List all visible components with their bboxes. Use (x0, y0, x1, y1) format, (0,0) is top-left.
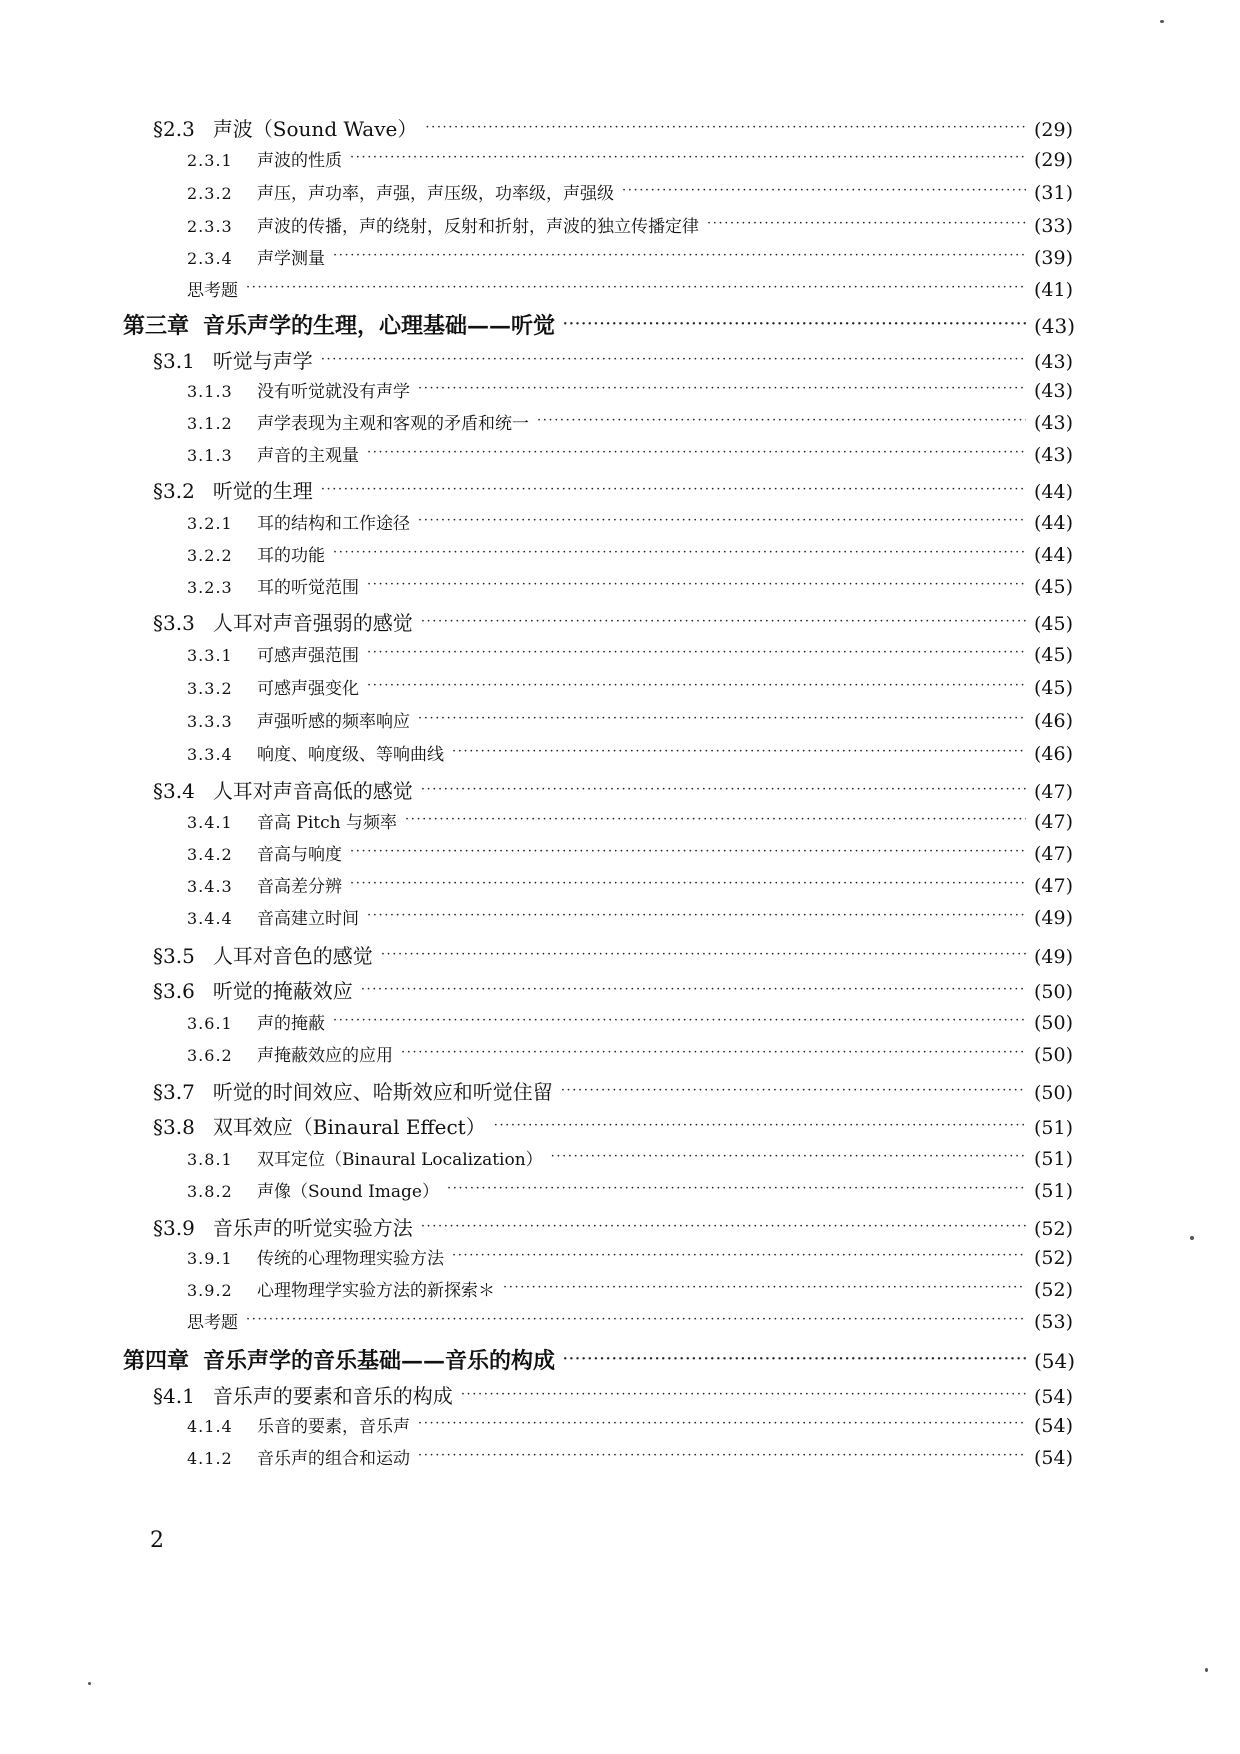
toc-entry-number: §3.2 (153, 479, 195, 503)
toc-entry-label (187, 707, 410, 732)
toc-entry-title: 人耳对声音强弱的感觉 (212, 611, 413, 635)
toc-entry-label (123, 1344, 555, 1375)
toc-entry-label (153, 1076, 553, 1105)
toc-entry-sub (0, 641, 1240, 666)
toc-entry-label (187, 1244, 444, 1269)
toc-entry-title: 音乐声学的生理，心理基础——听觉 (203, 313, 556, 339)
dot-leader (503, 1280, 1026, 1296)
toc-entry-title: 可感声强范围 (257, 646, 359, 666)
toc-entry-number: §3.9 (153, 1216, 195, 1240)
toc-entry-label (187, 244, 325, 269)
toc-entry-number: §3.5 (153, 944, 195, 968)
toc-entry-label (123, 309, 555, 340)
toc-entry-label (187, 641, 359, 666)
toc-entry-label (187, 179, 614, 204)
toc-entry-label (187, 840, 342, 865)
toc-entry-title: 耳的功能 (257, 546, 325, 566)
toc-entry-page: (51) (1034, 1180, 1074, 1202)
dot-leader (622, 183, 1026, 199)
toc-entry-page: (47) (1034, 875, 1074, 897)
toc-entry-label (187, 1444, 410, 1469)
toc-entry-title: 声学表现为主观和客观的矛盾和统一 (257, 414, 529, 434)
toc-entry-section (0, 1111, 1240, 1140)
toc-entry-title: 声波（Sound Wave） (212, 117, 418, 141)
dot-leader (246, 1311, 1026, 1328)
toc-entry-number: 第三章 (123, 313, 190, 339)
toc-entry-page: (41) (1034, 279, 1074, 301)
toc-entry-sub (0, 377, 1240, 402)
toc-entry-sub (0, 244, 1240, 269)
toc-entry-number: 3.4.1 (187, 813, 233, 832)
toc-entry-label (153, 940, 373, 969)
dot-leader (418, 381, 1026, 397)
dot-leader (401, 1045, 1026, 1061)
toc-entry-sub (0, 1244, 1240, 1269)
dot-leader (321, 348, 1026, 368)
toc-entry-title: 双耳效应（Binaural Effect） (212, 1115, 486, 1139)
toc-entry-label (187, 808, 397, 833)
toc-entry-label (187, 146, 342, 171)
scan-speck (1160, 20, 1164, 23)
toc-entry-page: (45) (1034, 677, 1074, 699)
toc-entry-label (153, 475, 313, 504)
scan-speck (1205, 1668, 1208, 1672)
toc-entry-title: 耳的结构和工作途径 (257, 514, 410, 534)
toc-entry-title: 音高建立时间 (257, 909, 359, 929)
dot-leader (333, 545, 1026, 561)
toc-entry-page: (54) (1034, 1447, 1074, 1469)
toc-entry-label (187, 276, 238, 301)
dot-leader (350, 844, 1026, 860)
toc-entry-title: 人耳对声音高低的感觉 (212, 779, 413, 803)
dot-leader (537, 413, 1026, 429)
toc-entry-number: 3.9.2 (187, 1281, 233, 1300)
toc-entry-label (153, 345, 313, 374)
toc-entry-number: 3.2.1 (187, 514, 233, 533)
toc-entry-label (153, 1111, 486, 1140)
toc-entry-section (0, 113, 1240, 142)
toc-entry-label (187, 1276, 495, 1301)
toc-entry-number: 2.3.4 (187, 249, 233, 268)
dot-leader (350, 876, 1026, 892)
toc-entry-number: §3.7 (153, 1080, 195, 1104)
toc-entry-page: (47) (1034, 781, 1074, 803)
toc-entry-number: 3.3.3 (187, 712, 233, 731)
dot-leader (461, 1383, 1026, 1403)
dot-leader (563, 311, 1026, 333)
toc-entry-number: 3.9.1 (187, 1249, 233, 1268)
toc-entry-label (153, 113, 417, 142)
toc-entry-title: 声波的性质 (257, 151, 342, 171)
toc-entry-page: (33) (1034, 215, 1074, 237)
dot-leader (452, 744, 1026, 760)
toc-entry-label (187, 1308, 238, 1333)
dot-leader (367, 577, 1026, 593)
toc-entry-label (153, 775, 413, 804)
dot-leader (381, 943, 1026, 963)
toc-entry-section (0, 607, 1240, 636)
toc-entry-number: 3.8.1 (187, 1150, 233, 1169)
dot-leader (333, 248, 1026, 264)
toc-entry-sub (0, 212, 1240, 237)
dot-leader (418, 1448, 1026, 1464)
toc-entry-label (153, 1212, 413, 1241)
toc-entry-section (0, 940, 1240, 969)
dot-leader (421, 610, 1026, 630)
toc-entry-title: 音乐声的听觉实验方法 (212, 1216, 413, 1240)
toc-entry-number: §3.1 (153, 349, 195, 373)
toc-entry-page: (39) (1034, 247, 1074, 269)
dot-leader (707, 216, 1026, 232)
toc-entry-page: (54) (1034, 1415, 1074, 1437)
toc-entry-title: 声掩蔽效应的应用 (257, 1046, 393, 1066)
toc-entry-title: 音高 Pitch 与频率 (257, 813, 397, 833)
toc-entry-section (0, 1380, 1240, 1409)
toc-entry-label (187, 441, 359, 466)
toc-entry-number: 3.3.4 (187, 745, 233, 764)
dot-leader (367, 908, 1026, 924)
toc-entry-page: (49) (1034, 946, 1074, 968)
toc-entry-title: 乐音的要素，音乐声 (257, 1417, 410, 1437)
toc-entry-number: §2.3 (153, 117, 195, 141)
scan-speck (1190, 1236, 1194, 1240)
toc-entry-page: (50) (1034, 1044, 1074, 1066)
toc-entry-number: 3.3.2 (187, 679, 233, 698)
toc-entry-number: 第四章 (123, 1348, 190, 1374)
toc-entry-label (187, 872, 342, 897)
toc-entry-section (0, 475, 1240, 504)
toc-entry-title: 思考题 (187, 281, 238, 301)
toc-entry-sub (0, 707, 1240, 732)
toc-entry-title: 可感声强变化 (257, 679, 359, 699)
toc-entry-section (0, 1212, 1240, 1241)
dot-leader (447, 1181, 1026, 1197)
toc-entry-title: 音高与响度 (257, 845, 342, 865)
toc-entry-page: (31) (1034, 182, 1074, 204)
toc-entry-section (0, 775, 1240, 804)
toc-entry-sub (0, 674, 1240, 699)
toc-entry-page: (45) (1034, 613, 1074, 635)
toc-entry-label (187, 409, 529, 434)
toc-entry-page: (43) (1034, 314, 1076, 338)
toc-entry-title: 听觉的时间效应、哈斯效应和听觉住留 (212, 1080, 553, 1104)
dot-leader (425, 116, 1026, 136)
toc-entry-title: 声波的传播，声的绕射，反射和折射，声波的独立传播定律 (257, 217, 699, 237)
toc-entry-title: 听觉与声学 (212, 349, 313, 373)
toc-entry-sub (0, 808, 1240, 833)
page-number: 2 (150, 1528, 164, 1553)
toc-entry-sub (0, 573, 1240, 598)
toc-entry-title: 传统的心理物理实验方法 (257, 1249, 444, 1269)
toc-entry-page: (51) (1034, 1148, 1074, 1170)
toc-entry-sub (0, 1412, 1240, 1437)
toc-entry-page: (43) (1034, 351, 1074, 373)
dot-leader (333, 1013, 1026, 1029)
toc-entry-number: 3.4.2 (187, 845, 233, 864)
toc-entry-page: (52) (1034, 1218, 1074, 1240)
toc-entry-page: (53) (1034, 1311, 1074, 1333)
toc-entry-title: 心理物理学实验方法的新探索＊ (257, 1281, 495, 1301)
dot-leader (561, 1079, 1026, 1099)
toc-entry-label (187, 1412, 410, 1437)
dot-leader (418, 513, 1026, 529)
toc-entry-sub (0, 1145, 1240, 1170)
toc-entry-title: 声强听感的频率响应 (257, 712, 410, 732)
toc-entry-chapter (0, 1344, 1240, 1375)
toc-entry-label (187, 541, 325, 566)
toc-entry-page: (54) (1034, 1386, 1074, 1408)
toc-entry-label (153, 975, 353, 1004)
toc-entry-label (187, 1145, 543, 1170)
toc-entry-page: (29) (1034, 119, 1074, 141)
toc-entry-label (187, 674, 359, 699)
toc-entry-page: (43) (1034, 444, 1074, 466)
toc-entry-label (187, 1177, 439, 1202)
toc-entry-sub (0, 509, 1240, 534)
toc-entry-page: (46) (1034, 743, 1074, 765)
toc-entry-number: §4.1 (153, 1384, 195, 1408)
toc-entry-title: 听觉的掩蔽效应 (212, 979, 353, 1003)
toc-entry-page: (46) (1034, 710, 1074, 732)
toc-entry-page: (50) (1034, 981, 1074, 1003)
dot-leader (421, 1215, 1026, 1235)
toc-entry-title: 音乐声的要素和音乐的构成 (212, 1384, 453, 1408)
dot-leader (418, 711, 1026, 727)
toc-entry-sub (0, 441, 1240, 466)
toc-entry-sub (0, 541, 1240, 566)
toc-entry-label (187, 1041, 393, 1066)
toc-entry-title: 思考题 (187, 1313, 238, 1333)
dot-leader (418, 1416, 1026, 1432)
toc-entry-number: 3.6.1 (187, 1014, 233, 1033)
toc-entry-title: 人耳对音色的感觉 (212, 944, 373, 968)
toc-entry-title: 声学测量 (257, 249, 325, 269)
toc-entry-number: §3.6 (153, 979, 195, 1003)
toc-entry-sub (0, 840, 1240, 865)
toc-entry-page: (44) (1034, 481, 1074, 503)
toc-entry-title: 耳的听觉范围 (257, 578, 359, 598)
toc-entry-number: 3.4.4 (187, 909, 233, 928)
toc-entry-page: (52) (1034, 1279, 1074, 1301)
toc-entry-sub (0, 1009, 1240, 1034)
toc-entry-sub (0, 1177, 1240, 1202)
toc-entry-title: 响度、响度级、等响曲线 (257, 745, 444, 765)
dot-leader (367, 678, 1026, 694)
toc-entry-page: (43) (1034, 380, 1074, 402)
toc-entry-number: 2.3.2 (187, 184, 233, 203)
toc-entry-label (187, 509, 410, 534)
toc-entry-sub (0, 904, 1240, 929)
toc-entry-title: 声压，声功率，声强，声压级，功率级，声强级 (257, 184, 614, 204)
toc-entry-title: 没有听觉就没有声学 (257, 382, 410, 402)
dot-leader (246, 279, 1026, 296)
toc-entry-page: (51) (1034, 1117, 1074, 1139)
toc-entry-page: (45) (1034, 576, 1074, 598)
toc-entry-number: §3.8 (153, 1115, 195, 1139)
toc-entry-number: 3.4.3 (187, 877, 233, 896)
toc-entry-title: 音乐声的组合和运动 (257, 1449, 410, 1469)
toc-entry-label (187, 740, 444, 765)
dot-leader (321, 478, 1026, 498)
toc-entry-label (153, 1380, 453, 1409)
toc-entry-page: (44) (1034, 512, 1074, 534)
toc-entry-number: 3.3.1 (187, 646, 233, 665)
toc-entry-page: (47) (1034, 843, 1074, 865)
toc-entry-number: 2.3.3 (187, 217, 233, 236)
toc-entry-page: (50) (1034, 1082, 1074, 1104)
toc-entry-sub (0, 179, 1240, 204)
toc-entry-page: (47) (1034, 811, 1074, 833)
toc-entry-number: 3.2.2 (187, 546, 233, 565)
toc-entry-label (187, 377, 410, 402)
toc-entry-sub (0, 1041, 1240, 1066)
toc-entry-sub (0, 409, 1240, 434)
toc-entry-label (153, 607, 413, 636)
toc-entry-number: §3.3 (153, 611, 195, 635)
toc-entry-question (0, 276, 1240, 301)
toc-entry-title: 听觉的生理 (212, 479, 313, 503)
scan-speck (88, 1682, 91, 1685)
toc-entry-title: 声的掩蔽 (257, 1014, 325, 1034)
toc-entry-number: 3.2.3 (187, 578, 233, 597)
toc-entry-question (0, 1308, 1240, 1333)
toc-entry-page: (29) (1034, 149, 1074, 171)
toc-entry-sub (0, 146, 1240, 171)
toc-entry-page: (54) (1034, 1349, 1076, 1373)
toc-entry-title: 音乐声学的音乐基础——音乐的构成 (203, 1348, 556, 1374)
toc-entry-title: 声像（Sound Image） (257, 1182, 439, 1202)
toc-entry-sub (0, 872, 1240, 897)
toc-entry-section (0, 1076, 1240, 1105)
dot-leader (367, 645, 1026, 661)
toc-entry-label (187, 212, 699, 237)
toc-entry-section (0, 345, 1240, 374)
toc-entry-page: (49) (1034, 907, 1074, 929)
dot-leader (350, 150, 1026, 166)
toc-entry-page: (44) (1034, 544, 1074, 566)
toc-entry-label (187, 573, 359, 598)
toc-entry-number: 4.1.2 (187, 1449, 233, 1468)
toc-entry-section (0, 975, 1240, 1004)
toc-entry-number: 3.6.2 (187, 1046, 233, 1065)
dot-leader (405, 812, 1026, 828)
toc-entry-sub (0, 1276, 1240, 1301)
toc-entry-page: (50) (1034, 1012, 1074, 1034)
toc-entry-page: (45) (1034, 644, 1074, 666)
toc-entry-label (187, 1009, 325, 1034)
toc-entry-number: §3.4 (153, 779, 195, 803)
toc-entry-number: 3.1.2 (187, 414, 233, 433)
dot-leader (452, 1248, 1026, 1264)
toc-entry-label (187, 904, 359, 929)
toc-entry-sub (0, 740, 1240, 765)
dot-leader (494, 1114, 1026, 1134)
toc-entry-page: (52) (1034, 1247, 1074, 1269)
toc-entry-title: 音高差分辨 (257, 877, 342, 897)
toc-entry-number: 3.8.2 (187, 1182, 233, 1201)
toc-entry-title: 声音的主观量 (257, 446, 359, 466)
toc-entry-page: (43) (1034, 412, 1074, 434)
dot-leader (361, 978, 1026, 998)
toc-entry-sub (0, 1444, 1240, 1469)
dot-leader (367, 445, 1026, 461)
dot-leader (551, 1149, 1026, 1165)
toc-entry-number: 4.1.4 (187, 1417, 233, 1436)
toc-entry-title: 双耳定位（Binaural Localization） (257, 1150, 543, 1170)
toc-entry-number: 3.1.3 (187, 446, 233, 465)
toc-entry-number: 2.3.1 (187, 151, 233, 170)
toc-entry-number: 3.1.3 (187, 382, 233, 401)
dot-leader (563, 1346, 1026, 1368)
toc-entry-chapter (0, 309, 1240, 340)
dot-leader (421, 778, 1026, 798)
